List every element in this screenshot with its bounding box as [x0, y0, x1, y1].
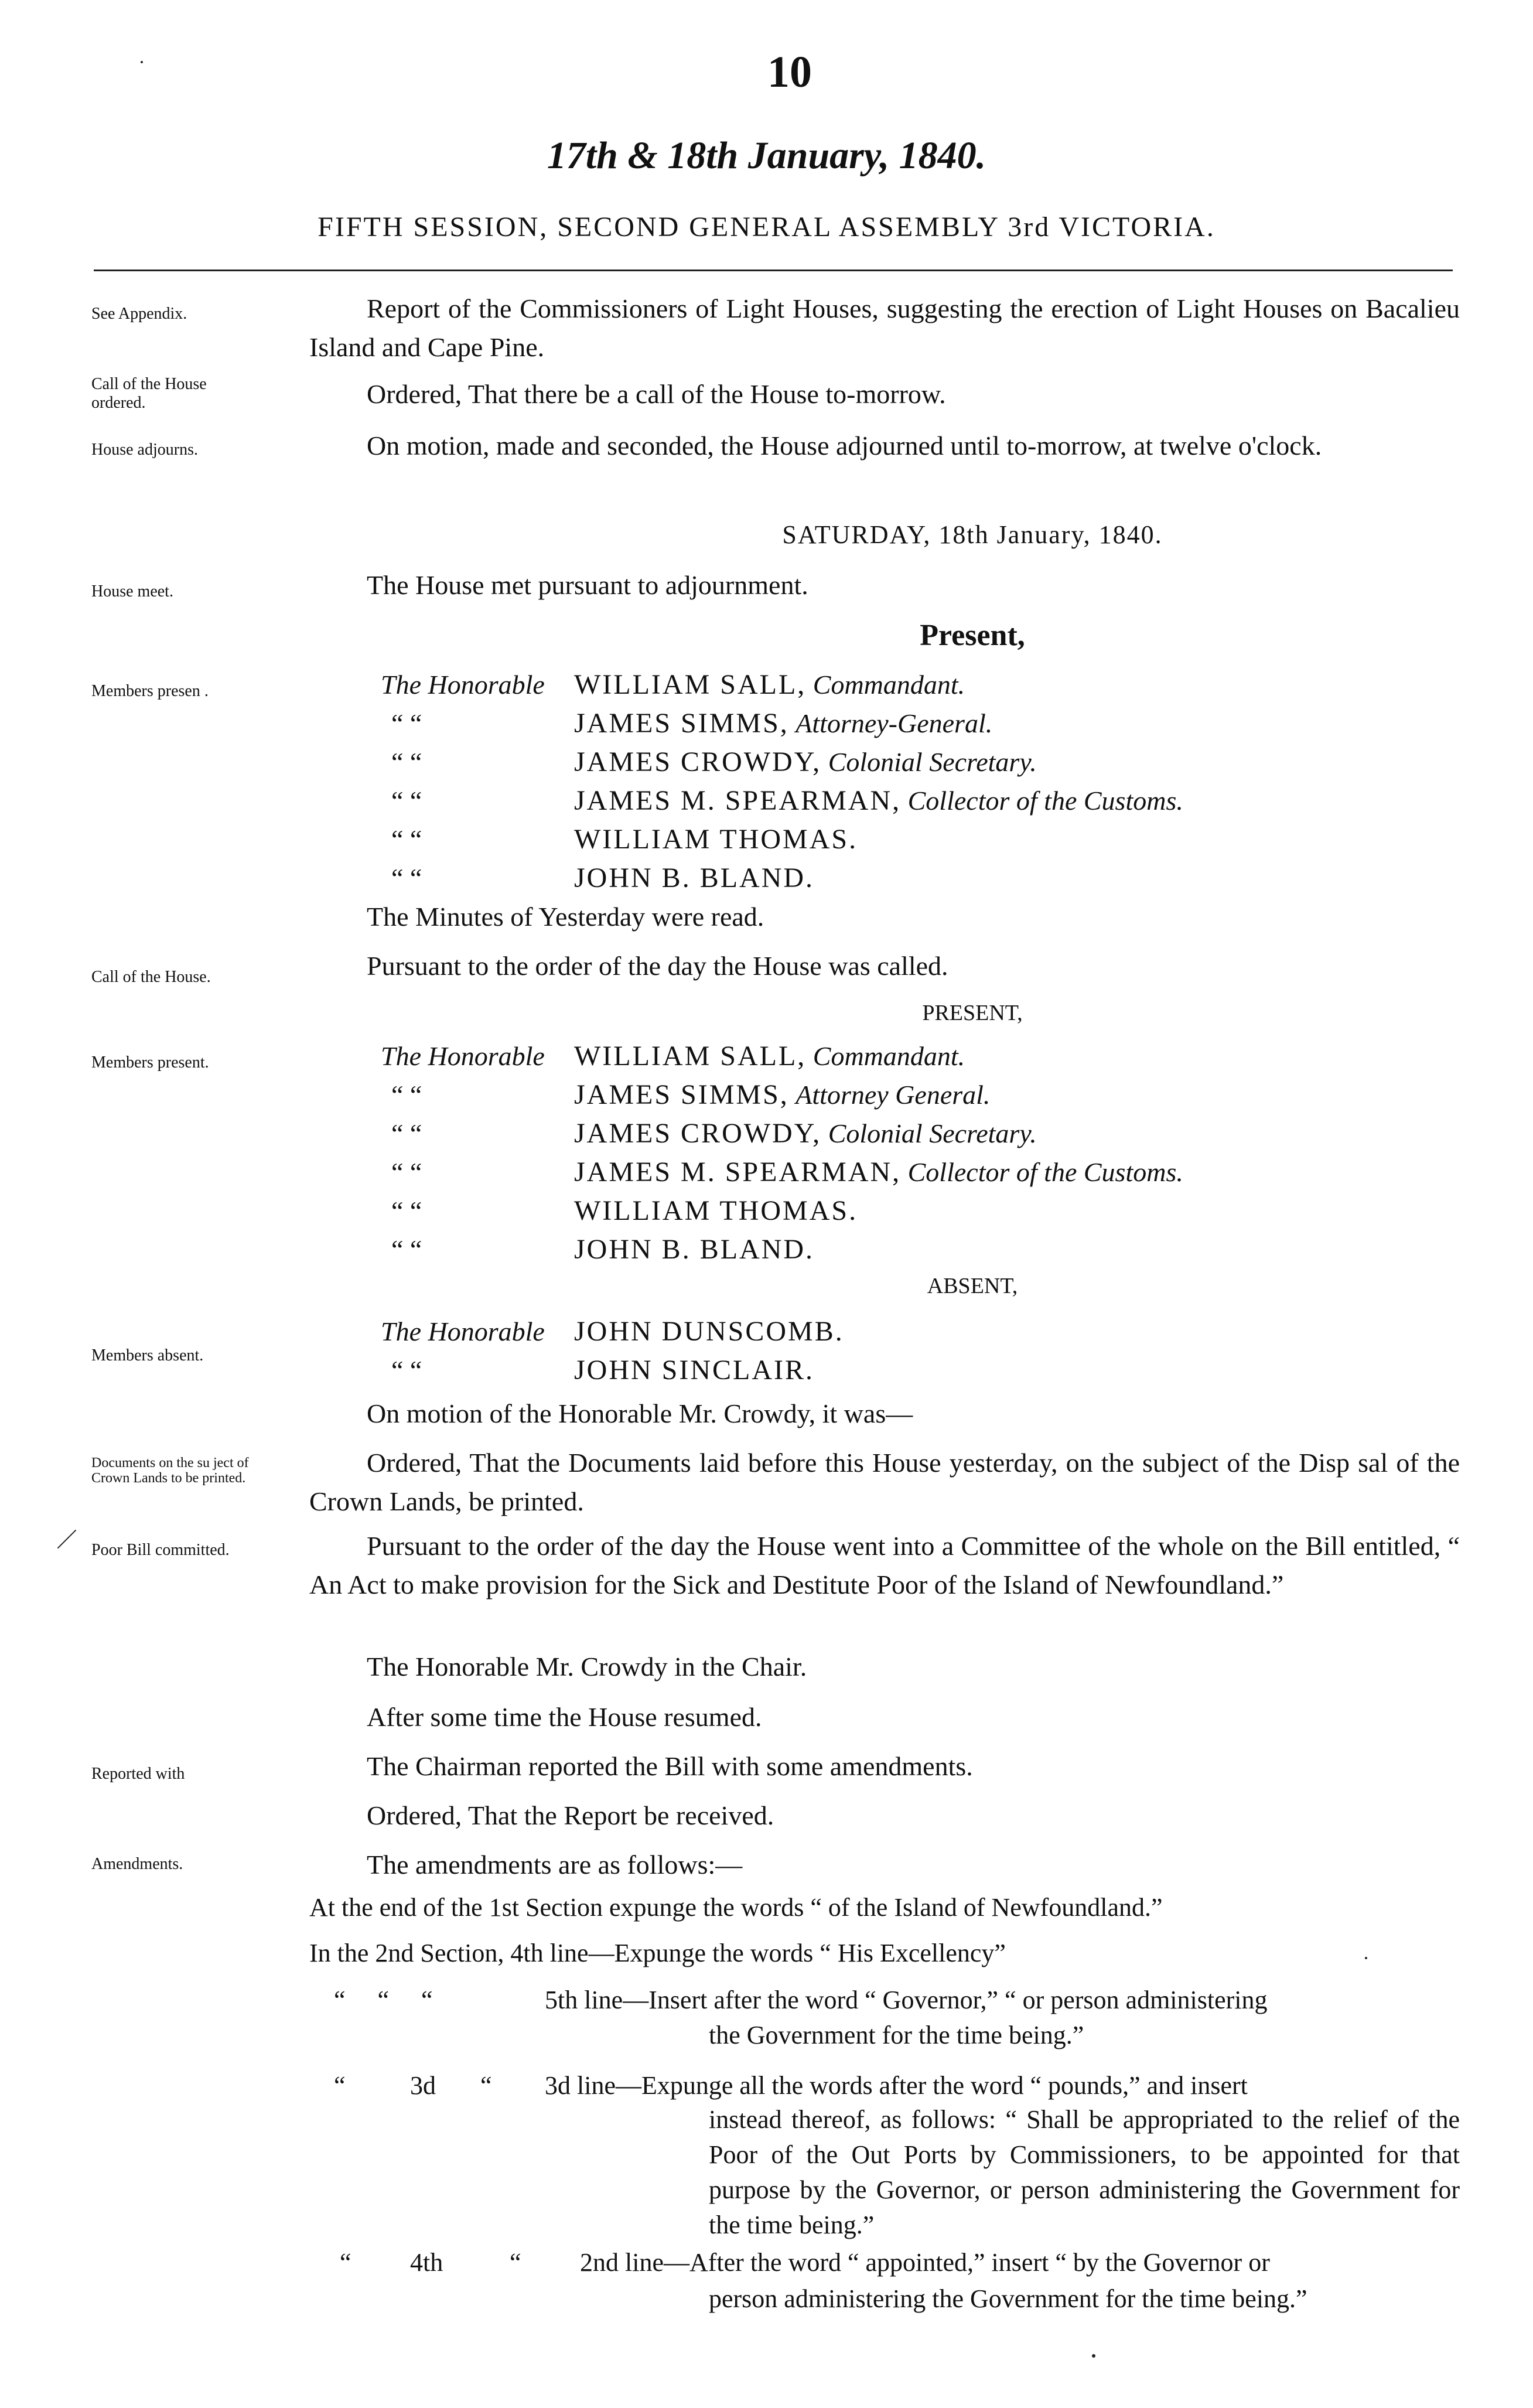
speck — [1092, 2354, 1095, 2358]
member-name: JAMES SIMMS, — [574, 1079, 789, 1110]
chair-paragraph: The Honorable Mr. Crowdy in the Chair. — [367, 1652, 807, 1681]
present-subheading: PRESENT, — [922, 1001, 1023, 1025]
members-absent-list — [381, 1312, 844, 1390]
member-title: Attorney-General. — [795, 708, 993, 738]
margin-note-amendments: Amendments. — [91, 1855, 183, 1873]
member-name: JAMES M. SPEARMAN, — [574, 1157, 902, 1188]
member-title: Colonial Secretary. — [828, 747, 1037, 777]
amendment-3-ref: “ “ “ — [334, 1986, 433, 2014]
margin-note-see-appendix: See Appendix. — [91, 305, 187, 323]
member-row — [381, 1312, 844, 1351]
member-prefix: “ “ — [391, 1157, 422, 1187]
member-prefix: “ “ — [391, 863, 422, 893]
heading-rule — [94, 270, 1453, 271]
received-paragraph: Ordered, That the Report be received. — [367, 1800, 774, 1830]
amendment-5-ref-2: 4th — [410, 2248, 443, 2277]
speck — [1365, 1957, 1367, 1959]
member-name: JOHN SINCLAIR. — [574, 1355, 815, 1386]
member-row — [381, 820, 1183, 859]
minutes-paragraph: The Minutes of Yesterday were read. — [367, 902, 764, 932]
amendments-intro: The amendments are as follows:— — [367, 1850, 743, 1880]
members-present-list-2 — [381, 1037, 1183, 1269]
amendment-5-ref-3: “ — [510, 2248, 521, 2277]
member-name: WILLIAM SALL, — [574, 669, 807, 700]
report-paragraph: Report of the Commissioners of Light Houses, suggesting the erection of Light Houses on Bacalieu Island and Cape Pine. — [309, 294, 1460, 362]
saturday-heading: SATURDAY, 18th January, 1840. — [782, 520, 1163, 549]
amendment-4-ref-2: 3d — [410, 2071, 436, 2100]
member-prefix: “ “ — [391, 708, 422, 738]
member-row — [381, 1076, 1183, 1114]
member-title: Collector of the Customs. — [907, 786, 1183, 816]
page-number: 10 — [767, 47, 812, 97]
amendment-4-ref-3: “ — [480, 2071, 492, 2100]
member-title: Colonial Secretary. — [828, 1118, 1037, 1148]
amendment-2: In the 2nd Section, 4th line—Expunge the words “ His Excellency” — [309, 1939, 1006, 1967]
member-title: Commandant. — [812, 670, 965, 700]
member-name: JAMES M. SPEARMAN, — [574, 785, 902, 816]
member-row — [381, 1351, 844, 1390]
margin-note-reported-with: Reported with — [91, 1765, 185, 1783]
member-name: WILLIAM SALL, — [574, 1041, 807, 1072]
member-row — [381, 1037, 1183, 1076]
absent-subheading: ABSENT, — [927, 1274, 1018, 1298]
member-name: JOHN DUNSCOMB. — [574, 1316, 844, 1347]
chairman-paragraph: The Chairman reported the Bill with some amendments. — [367, 1751, 973, 1781]
member-row — [381, 1114, 1183, 1153]
margin-note-members-absent: Members absent. — [91, 1346, 204, 1365]
member-name: JOHN B. BLAND. — [574, 862, 815, 893]
amendment-5-cont: person administering the Government for the time being.” — [709, 2284, 1307, 2313]
met-paragraph: The House met pursuant to adjournment. — [367, 570, 808, 600]
margin-note-call-ordered: Call of the House ordered. — [91, 375, 207, 412]
margin-note-house-meet: House meet. — [91, 582, 173, 601]
amendment-3-cont: the Government for the time being.” — [709, 2021, 1084, 2049]
member-prefix: “ “ — [391, 747, 422, 777]
member-prefix: “ “ — [391, 786, 422, 816]
member-row — [381, 666, 1183, 704]
amendment-5-line: 2nd line—After the word “ appointed,” insert “ by the Governor or — [580, 2248, 1270, 2277]
member-row — [381, 859, 1183, 898]
amendment-1: At the end of the 1st Section expunge the words “ of the Island of Newfoundland.” — [309, 1893, 1163, 1922]
motion-paragraph: On motion of the Honorable Mr. Crowdy, it was— — [367, 1399, 913, 1428]
session-heading: FIFTH SESSION, SECOND GENERAL ASSEMBLY 3rd VICTORIA. — [317, 212, 1216, 243]
margin-note-members-present-2: Members present. — [91, 1053, 209, 1072]
ordered-call-paragraph: Ordered, That there be a call of the House to-morrow. — [367, 379, 946, 409]
member-prefix: “ “ — [391, 1196, 422, 1226]
member-prefix: “ “ — [391, 1234, 422, 1264]
date-heading: 17th & 18th January, 1840. — [547, 134, 986, 177]
committee-paragraph: Pursuant to the order of the day the House went into a Committee of the whole on the Bill entitled, “ An Act to make provision for the Sick and Destitute Poor of the Island of Newfoundland.” — [309, 1531, 1460, 1599]
margin-note-members-present-1: Members presen . — [91, 682, 209, 700]
member-title: Collector of the Customs. — [907, 1157, 1183, 1187]
amendment-4-cont: instead thereof, as follows: “ Shall be appropriated to the relief of the Poor of the Out Ports by Commissioners, to be appointed for that purpose by the Governor, or person administering the Government for the time being.” — [709, 2105, 1460, 2239]
member-title: Attorney General. — [795, 1080, 991, 1110]
member-prefix: “ “ — [391, 824, 422, 854]
member-title: Commandant. — [812, 1041, 965, 1071]
pursuant-paragraph: Pursuant to the order of the day the House was called. — [367, 951, 948, 981]
member-row — [381, 1192, 1183, 1230]
member-row — [381, 782, 1183, 820]
amendment-3-line: 5th line—Insert after the word “ Governor,” “ or person administering — [545, 1986, 1268, 2014]
members-present-list-1 — [381, 666, 1183, 898]
member-name: JAMES CROWDY, — [574, 746, 822, 777]
member-prefix: The Honorable — [381, 1316, 545, 1346]
member-row — [381, 743, 1183, 782]
member-prefix: “ “ — [391, 1355, 422, 1385]
ordered-docs-paragraph: Ordered, That the Documents laid before this House yesterday, on the subject of the Disp sal of the Crown Lands, be printed. — [309, 1448, 1460, 1516]
member-name: WILLIAM THOMAS. — [574, 1195, 858, 1226]
member-row — [381, 1230, 1183, 1269]
resumed-paragraph: After some time the House resumed. — [367, 1702, 762, 1732]
amendment-5-ref-1: “ — [340, 2248, 351, 2277]
margin-note-house-adjourns: House adjourns. — [91, 441, 198, 459]
member-name: JAMES CROWDY, — [574, 1118, 822, 1149]
speck — [141, 61, 143, 63]
amendment-4-ref-1: “ — [334, 2071, 346, 2100]
margin-note-call-of-house: Call of the House. — [91, 968, 211, 986]
member-name: JAMES SIMMS, — [574, 708, 789, 739]
present-heading: Present, — [920, 619, 1025, 652]
amendment-4-line: 3d line—Expunge all the words after the word “ pounds,” and insert — [545, 2071, 1248, 2100]
member-prefix: “ “ — [391, 1080, 422, 1110]
member-prefix: “ “ — [391, 1118, 422, 1148]
margin-note-documents: Documents on the su ject of Crown Lands to be printed. — [91, 1455, 249, 1486]
adjourned-paragraph: On motion, made and seconded, the House adjourned until to-morrow, at twelve o'clock. — [367, 431, 1322, 461]
member-row — [381, 1153, 1183, 1192]
member-row — [381, 704, 1183, 743]
margin-note-poor-bill: Poor Bill committed. — [91, 1541, 230, 1559]
member-name: WILLIAM THOMAS. — [574, 824, 858, 855]
member-prefix: The Honorable — [381, 670, 545, 700]
member-name: JOHN B. BLAND. — [574, 1234, 815, 1265]
pencil-mark — [57, 1530, 77, 1549]
member-prefix: The Honorable — [381, 1041, 545, 1071]
